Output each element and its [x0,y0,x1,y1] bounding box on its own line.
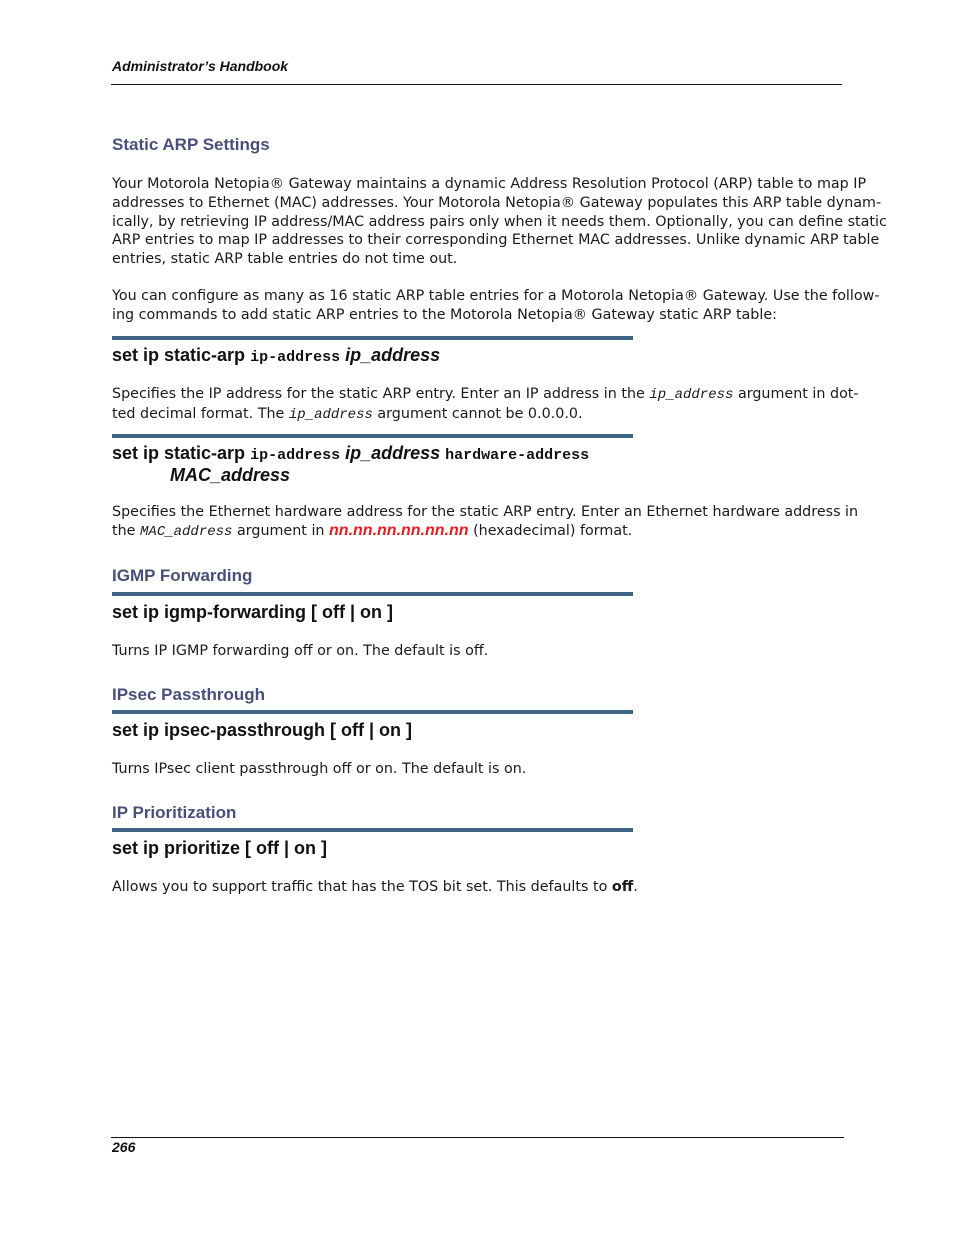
text-line: entries, static ARP table entries do not time out. [112,251,458,268]
command-ipsec-passthrough: set ip ipsec-passthrough [ off | on ] [112,720,413,740]
text: Specifies the IP address for the static ARP entry. Enter an IP address in the [112,386,645,402]
command-arg: ip_address [345,345,441,365]
static-arp-intro [112,175,887,269]
static-arp-config-text [112,287,880,325]
argument: ip_address [288,406,373,423]
command-rule [112,336,633,340]
command-static-arp-hardware [112,443,589,486]
text-line: Your Motorola Netopia® Gateway maintains a dynamic Address Resolution Protocol (ARP) table to map IP [112,176,867,192]
text: Allows you to support traffic that has the TOS bit set. This defaults to [112,879,608,895]
header-rule [111,84,842,85]
text: . [633,879,638,895]
default-value: off [611,879,634,895]
text-line: ing commands to add static ARP entries to the Motorola Netopia® Gateway static ARP table: [112,306,777,323]
section-title-static-arp: Static ARP Settings [112,135,270,154]
mac-format: nn.nn.nn.nn.nn.nn [329,521,469,539]
argument: ip_address [649,387,734,403]
command-static-arp-ip [112,345,440,366]
text-line: Turns IP IGMP forwarding off or on. The default is off. [112,643,489,659]
text-line [112,385,859,405]
text: argument in dot- [737,386,859,402]
command-base: set ip static-arp [112,443,246,463]
text-line: You can configure as many as 16 static ARP table entries for a Motorola Netopia® Gateway. Use the follow- [112,288,880,304]
command-rule [112,710,633,714]
command-keyword: ip-address [250,349,341,366]
command-rule [112,828,633,832]
text: the [112,522,136,539]
command-igmp-forwarding: set ip igmp-forwarding [ off | on ] [112,602,394,622]
footer-rule [111,1137,844,1138]
text: ted decimal format. The [112,405,285,422]
argument: MAC_address [140,523,233,540]
text-line: addresses to Ethernet (MAC) addresses. Your Motorola Netopia® Gateway populates this ARP table dynam- [112,194,882,211]
text-line: Turns IPsec client passthrough off or on. The default is on. [112,761,527,777]
command-prioritize: set ip prioritize [ off | on ] [112,838,328,858]
command-keyword: ip-address [250,447,341,464]
command-arg: MAC_address [170,465,291,485]
section-title-igmp: IGMP Forwarding [112,566,253,585]
command-rule [112,434,633,438]
command-static-arp-ip-description [112,385,859,425]
command-static-arp-hardware-description [112,503,859,542]
section-title-ipsec: IPsec Passthrough [112,685,266,704]
text-line: ARP entries to map IP addresses to their corresponding Ethernet MAC addresses. Unlike dynamic ARP table [112,232,880,249]
text-line [112,878,843,897]
text-line [112,405,843,425]
prioritization-description [112,878,843,897]
running-head: Administrator’s Handbook [112,58,289,74]
section-title-prioritization: IP Prioritization [112,803,237,822]
text: argument cannot be 0.0.0.0. [377,405,583,422]
command-base: set ip static-arp [112,345,246,365]
command-rule [112,592,633,596]
text-line: Specifies the Ethernet hardware address for the static ARP entry. Enter an Ethernet hardware address in [112,504,859,520]
text-line [112,522,843,542]
text: (hexadecimal) format. [473,522,633,539]
text: argument in [236,522,325,539]
text-line: ically, by retrieving IP address/MAC address pairs only when it needs them. Optionally, you can define static [112,213,887,230]
igmp-description [112,642,843,661]
command-keyword: hardware-address [445,447,590,464]
page-number: 266 [112,1139,136,1155]
command-arg: ip_address [345,443,441,463]
ipsec-description [112,760,843,779]
